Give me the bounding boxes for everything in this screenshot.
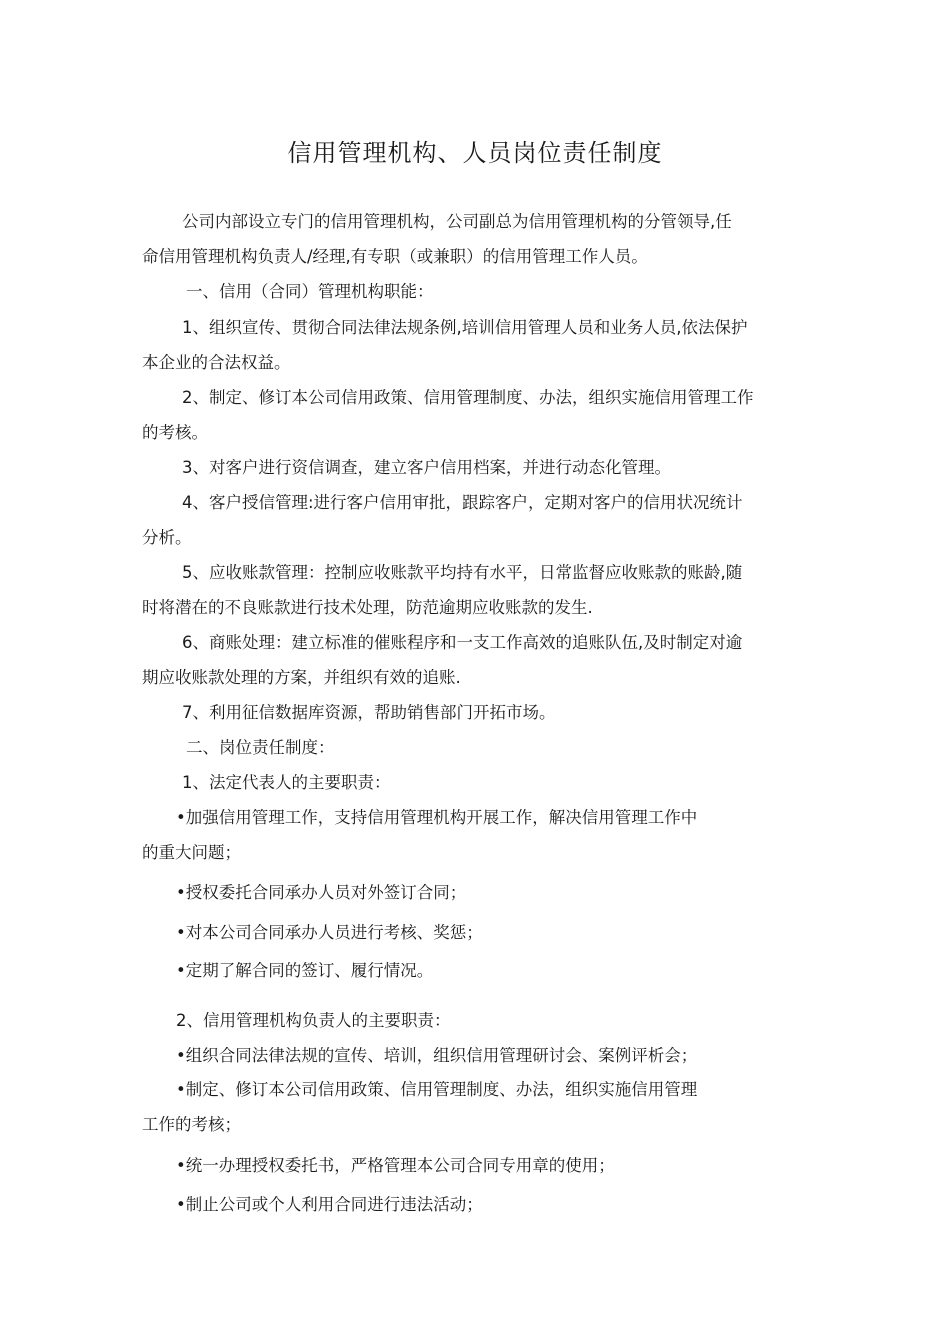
list-item: 7、利用征信数据库资源，帮助销售部门开拓市场。 [182, 703, 556, 722]
section-heading: 二、岗位责任制度： [186, 738, 335, 757]
list-item: 3、对客户进行资信调查，建立客户信用档案，并进行动态化管理。 [182, 458, 671, 477]
bullet-item: •制定、修订本公司信用政策、信用管理制度、办法，组织实施信用管理 [176, 1080, 698, 1099]
bullet-item: •定期了解合同的签订、履行情况。 [176, 961, 434, 980]
bullet-item-continuation: 的重大问题； [142, 843, 241, 862]
section-heading: 一、信用（合同）管理机构职能： [186, 282, 434, 301]
list-item: 1、组织宣传、贯彻合同法律法规条例,培训信用管理人员和业务人员,依法保护 [182, 318, 748, 337]
list-item-continuation: 的考核。 [142, 423, 208, 442]
list-item-continuation: 本企业的合法权益。 [142, 353, 291, 372]
list-item-continuation: 时将潜在的不良账款进行技术处理，防范逾期应收账款的发生. [142, 598, 593, 617]
list-item: 6、商账处理：建立标准的催账程序和一支工作高效的追账队伍,及时制定对逾 [182, 633, 743, 652]
subsection-heading: 1、法定代表人的主要职责： [182, 773, 391, 792]
list-item: 5、应收账款管理：控制应收账款平均持有水平，日常监督应收账款的账龄,随 [182, 563, 743, 582]
list-item-continuation: 分析。 [142, 528, 192, 547]
intro-line: 命信用管理机构负责人/经理,有专职（或兼职）的信用管理工作人员。 [142, 247, 648, 266]
bullet-item: •授权委托合同承办人员对外签订合同； [176, 883, 467, 902]
bullet-item: •组织合同法律法规的宣传、培训，组织信用管理研讨会、案例评析会； [176, 1046, 698, 1065]
list-item: 2、制定、修订本公司信用政策、信用管理制度、办法，组织实施信用管理工作 [182, 388, 754, 407]
intro-line: 公司内部设立专门的信用管理机构，公司副总为信用管理机构的分管领导,任 [182, 212, 732, 231]
bullet-item-continuation: 工作的考核； [142, 1115, 241, 1134]
bullet-item: •对本公司合同承办人员进行考核、奖惩； [176, 923, 483, 942]
bullet-item: •统一办理授权委托书，严格管理本公司合同专用章的使用； [176, 1156, 615, 1175]
subsection-heading: 2、信用管理机构负责人的主要职责： [176, 1011, 451, 1030]
bullet-item: •加强信用管理工作，支持信用管理机构开展工作，解决信用管理工作中 [176, 808, 698, 827]
list-item: 4、客户授信管理:进行客户信用审批，跟踪客户，定期对客户的信用状况统计 [182, 493, 743, 512]
bullet-item: •制止公司或个人利用合同进行违法活动； [176, 1195, 483, 1214]
document-title: 信用管理机构、人员岗位责任制度 [287, 139, 663, 167]
list-item-continuation: 期应收账款处理的方案，并组织有效的追账. [142, 668, 461, 687]
